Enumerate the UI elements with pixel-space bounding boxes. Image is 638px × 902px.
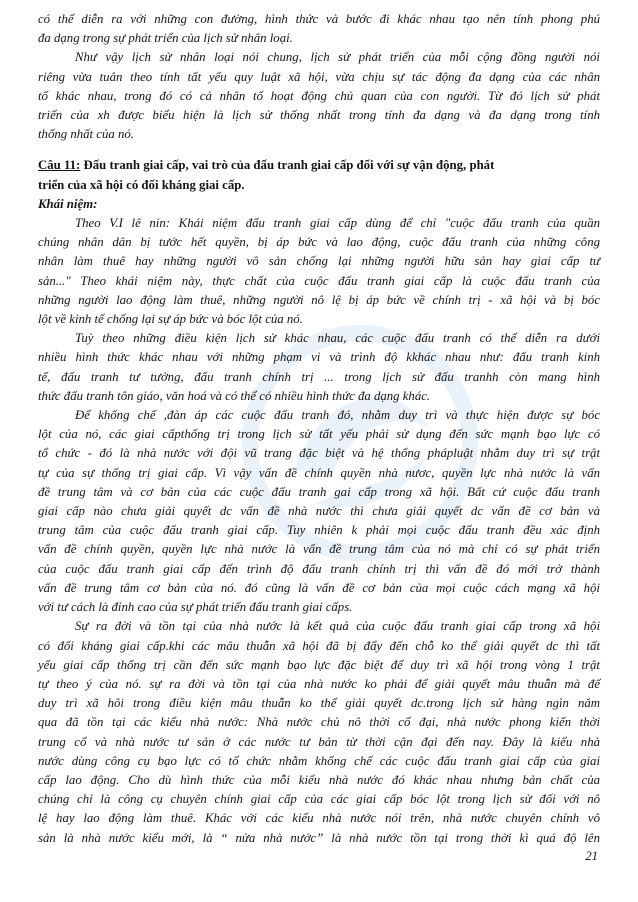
- text-line: thức đấu tranh tôn giáo, văn hoá và có thể có nhiều hình thức đa dạng khác.: [38, 388, 431, 403]
- text-line: những người lao động làm thuê, những người nô lệ bị áp bức về chính trị - xã hội và bị bóc: [38, 292, 600, 307]
- text-line: cấp lao động. Cho dù hình thức của mỗi kiểu nhà nước đó khác nhau nhưng bản chất của: [38, 772, 600, 787]
- text-line: Để khống chế ,đàn áp các cuộc đấu tranh đó, nhằm duy trì và thực hiện được sự bóc: [75, 408, 600, 423]
- text-line: lệ hay lao động làm thuê. Khác với các kiểu nhà nước nói trên, nhà nước chuyên chính vô: [38, 811, 600, 826]
- text-line: với tư cách là đỉnh cao của sự phát triển đấu tranh giai cấps.: [38, 600, 353, 615]
- text-line: Như vậy lịch sử nhân loại nói chung, lịch sử phát triển của mỗi cộng đồng người nói: [75, 50, 600, 65]
- text-line: vấn đề trung tâm cơ bản của nó. đó cũng là vấn đề cơ bản của mọi cuộc cách mạng xã hội: [38, 580, 600, 595]
- question-heading: [38, 156, 600, 194]
- paragraph: [38, 10, 600, 48]
- text-line: trung tâm của cuộc đấu tranh giai cấp. Tuy nhiên k phải mọi cuộc đấu tranh đều xác định: [38, 523, 600, 538]
- text-line: Theo V.I lê nin: Khái niệm đấu tranh giai cấp dùng để chỉ "cuộc đấu tranh của quần: [75, 216, 600, 231]
- text-line: yếu giai cấp thống trị cần đến sức mạnh bạo lực đặc biệt để duy trì xã hội trong vòng 1 trật: [38, 657, 600, 672]
- text-line: của cuộc đấu tranh giai cấp đến trình độ đấu tranh chính trị thì vấn đề đó mới trở thành: [38, 561, 600, 576]
- question-title-line: Đấu tranh giai cấp, vai trò của đấu tranh giai cấp đối với sự vận động, phát: [83, 158, 495, 173]
- text-line: giai cấp nào chưa giải quyết dc vấn đề nhà nước thì chưa giải quyết dc vấn đề cơ bản và: [38, 504, 600, 519]
- page-number: 21: [585, 849, 598, 863]
- text-line: nhiều hình thức khác nhau với những phạm vi và trình độ kkhác nhau như: đấu tranh kinh: [38, 350, 600, 365]
- paragraph: [38, 214, 600, 329]
- paragraph: [38, 329, 600, 406]
- concept-label: Khái niệm:: [38, 196, 98, 211]
- text-line: nước dùng công cụ bạo lực có tổ chức nhằm khống chế các cuộc đấu tranh giai cấp của giai: [38, 753, 600, 768]
- question-heading-line: [38, 156, 600, 175]
- text-line: duy trì xã hôi trong điều kiện mâu thuẫn ko thể giải quyết dc.trong lịch sử hàng ngìn năm: [38, 696, 600, 711]
- text-line: Sự ra đời và tồn tại của nhà nước là kết quả của cuộc đấu tranh giai cấp trong xã hội: [75, 619, 600, 634]
- question-label: Câu 11:: [38, 158, 81, 173]
- text-line: đa dạng trong sự phát triển của lịch sử nhân loại.: [38, 31, 293, 46]
- text-line: Tuỳ theo những điều kiện lịch sử khác nhau, các cuộc đấu tranh có thể diễn ra dưới: [75, 331, 600, 346]
- paragraph: [38, 617, 600, 847]
- text-line: chúng chỉ là công cụ chuyên chính giai cấp của các giai cấp bóc lột trong lịch sử đối với nô: [38, 792, 600, 807]
- page-content: [38, 10, 600, 848]
- text-line: riêng vừa tuân theo tính tất yếu quy luật xã hội, vừa chịu sự tác động đa dạng của các nhân: [38, 69, 600, 84]
- text-line: qua đã tồn tại các kiểu nhà nước: Nhà nước chủ nô thời cổ đại, nhà nước phong kiến thời: [38, 715, 600, 730]
- text-line: vấn đề chính quyền, quyền lực nhà nước là vấn đề trung tâm của nó mà chỉ có sự phát triển: [38, 542, 600, 557]
- text-line: có đối kháng giai cấp.khi các mâu thuẫn xã hội đã bị đẩy đến chỗ ko thể giải quyết dc thì tất: [38, 638, 600, 653]
- text-line: sản..." Theo khái niệm này, thực chất của cuộc đấu tranh giai cấp là cuộc đấu tranh của: [38, 273, 600, 288]
- text-line: tự theo ý của nó. sự ra đời và tồn tại của nhà nước ko phải để giải quyết mâu thuẫn mà để: [38, 676, 600, 691]
- text-line: triển của xh được biểu hiện là lịch sử thống nhất trong tính đa dạng và đa dạng trong tính: [38, 108, 600, 123]
- text-line: lột của nó, các giai cấpthống trị trong lịch sử tất yếu phải sử dụng đến sức mạnh bạo lực có: [38, 427, 600, 442]
- text-line: thống nhất của nó.: [38, 127, 134, 142]
- text-line: tế, đấu tranh tư tưởng, đấu tranh chính trị ... trong lịch sử đấu tranhh còn mang hình: [38, 369, 600, 384]
- text-line: chúng nhân dân bị tước hết quyền, bị áp bức và lao động, cuộc đấu tranh của những công: [38, 235, 600, 250]
- text-line: có thể diễn ra với những con đường, hình thức và bước đi khác nhau tạo nên tính phong phú: [38, 12, 600, 26]
- question-title-line: triển của xã hội có đối kháng giai cấp.: [38, 177, 245, 192]
- text-line: sản là nhà nước kiểu mới, là “ nửa nhà nước” là nhà nước tồn tại trong thời kì quá độ lên: [38, 830, 600, 845]
- text-line: tố khác nhau, trong đó có cả nhân tố hoạt động chủ quan của con người. Từ đó lịch sử phát: [38, 88, 600, 103]
- text-line: tổ chức - đó là nhà nước với đội vũ trang đặc biệt và hệ thống phápluật nhằm duy trì sự trật: [38, 446, 600, 461]
- text-line: đề trung tâm và cơ bản của các cuộc đấu tranh gai cấp trong xã hội. Bất cứ cuộc đấu tranh: [38, 484, 600, 499]
- paragraph: [38, 48, 600, 144]
- question-heading-line: [38, 176, 600, 195]
- text-line: nhân làm thuê hay những người vô sản chống lại những người hữu sản hay giai cấp tư: [38, 254, 600, 269]
- text-line: tự của sự thống trị giai cấp. Vì vậy vấn đề chính quyền nhà nươc, quyền lực nhà nước là vấn: [38, 465, 600, 480]
- text-line: lột về kinh tế chống lại sự áp bức và bóc lột của nó.: [38, 312, 303, 327]
- paragraph: [38, 406, 600, 617]
- text-line: trung cổ và nhà nước tư sản ở các nước tư bản từ thời cận đại đến nay. Đây là kiểu nhà: [38, 734, 600, 749]
